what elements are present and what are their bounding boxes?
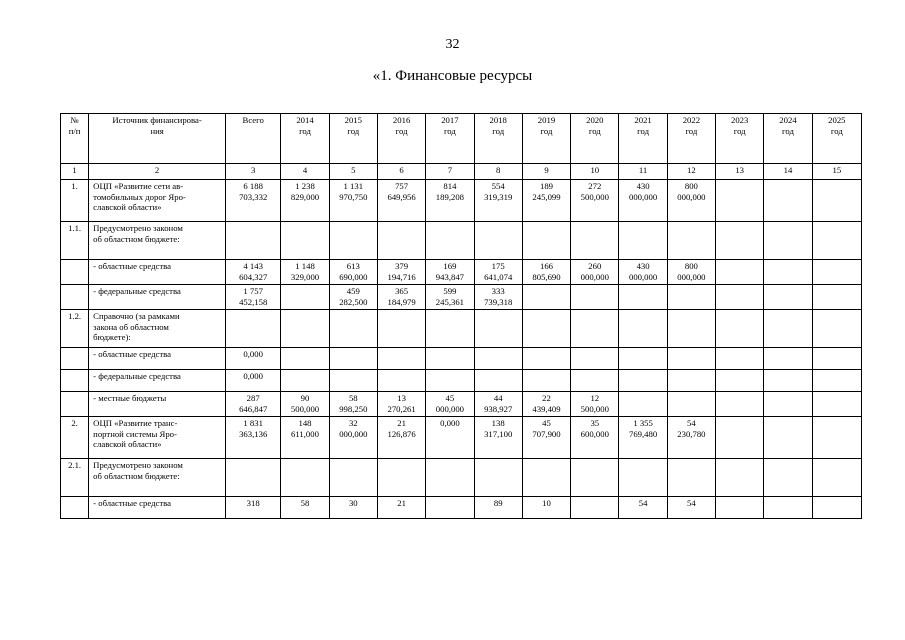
column-index-row [61, 164, 862, 180]
value-cell: 22 439,409 [522, 392, 570, 417]
value-cell [522, 370, 570, 392]
value-cell [426, 370, 474, 392]
row-number-cell [61, 497, 89, 519]
value-cell: 260 000,000 [571, 260, 619, 285]
value-cell [812, 285, 861, 310]
value-cell [667, 222, 715, 260]
row-number-cell [61, 370, 89, 392]
value-cell: 459 282,500 [329, 285, 377, 310]
row-number-cell: 2. [61, 417, 89, 459]
row-number-cell [61, 392, 89, 417]
value-cell [764, 180, 812, 222]
header-num: № п/п [61, 114, 89, 164]
value-cell [522, 310, 570, 348]
value-cell: 166 805,690 [522, 260, 570, 285]
value-cell [764, 392, 812, 417]
value-cell [571, 348, 619, 370]
value-cell: 333 739,318 [474, 285, 522, 310]
value-cell [764, 370, 812, 392]
source-cell: ОЦП «Развитие транс- портной системы Яро- славской области» [89, 417, 226, 459]
value-cell [667, 459, 715, 497]
value-cell [426, 497, 474, 519]
value-cell: 12 500,000 [571, 392, 619, 417]
value-cell [281, 310, 329, 348]
column-index: 12 [667, 164, 715, 180]
value-cell [812, 310, 861, 348]
header-2020: 2020 год [571, 114, 619, 164]
value-cell: 54 [667, 497, 715, 519]
table-row [61, 285, 862, 310]
value-cell: 58 [281, 497, 329, 519]
value-cell: 21 126,876 [377, 417, 425, 459]
value-cell: 89 [474, 497, 522, 519]
row-number-cell: 1.1. [61, 222, 89, 260]
value-cell [474, 310, 522, 348]
value-cell: 1 131 970,750 [329, 180, 377, 222]
value-cell [667, 310, 715, 348]
value-cell [522, 459, 570, 497]
value-cell: 1 148 329,000 [281, 260, 329, 285]
value-cell: 800 000,000 [667, 260, 715, 285]
value-cell: 189 245,099 [522, 180, 570, 222]
value-cell [281, 348, 329, 370]
value-cell [329, 370, 377, 392]
value-cell: 90 500,000 [281, 392, 329, 417]
value-cell [667, 348, 715, 370]
value-cell: 554 319,319 [474, 180, 522, 222]
value-cell [377, 310, 425, 348]
value-cell [812, 180, 861, 222]
value-cell: 757 649,956 [377, 180, 425, 222]
value-cell [716, 417, 764, 459]
header-2022: 2022 год [667, 114, 715, 164]
value-cell [619, 392, 667, 417]
value-cell [716, 310, 764, 348]
column-index: 10 [571, 164, 619, 180]
value-cell: 1 757 452,158 [226, 285, 281, 310]
value-cell: 21 [377, 497, 425, 519]
value-cell: 45 707,900 [522, 417, 570, 459]
value-cell [474, 459, 522, 497]
table-row [61, 417, 862, 459]
value-cell [812, 260, 861, 285]
value-cell [619, 459, 667, 497]
value-cell [281, 222, 329, 260]
value-cell: 0,000 [226, 348, 281, 370]
source-cell: - областные средства [89, 497, 226, 519]
value-cell [812, 348, 861, 370]
column-index: 3 [226, 164, 281, 180]
column-index: 1 [61, 164, 89, 180]
value-cell [226, 310, 281, 348]
value-cell [716, 459, 764, 497]
value-cell: 58 998,250 [329, 392, 377, 417]
value-cell [571, 285, 619, 310]
value-cell: 45 000,000 [426, 392, 474, 417]
value-cell [377, 370, 425, 392]
value-cell [764, 285, 812, 310]
value-cell [619, 310, 667, 348]
header-2018: 2018 год [474, 114, 522, 164]
value-cell [329, 222, 377, 260]
value-cell [329, 348, 377, 370]
table-row [61, 180, 862, 222]
value-cell: 800 000,000 [667, 180, 715, 222]
value-cell: 287 646,847 [226, 392, 281, 417]
value-cell [426, 348, 474, 370]
value-cell: 379 194,716 [377, 260, 425, 285]
value-cell [226, 459, 281, 497]
source-cell: - федеральные средства [89, 285, 226, 310]
value-cell [571, 222, 619, 260]
column-index: 5 [329, 164, 377, 180]
financial-resources-table [60, 113, 862, 519]
value-cell [377, 348, 425, 370]
column-index: 9 [522, 164, 570, 180]
value-cell: 365 184,979 [377, 285, 425, 310]
page-number: 32 [445, 37, 460, 52]
value-cell [764, 497, 812, 519]
table-row [61, 222, 862, 260]
value-cell [474, 370, 522, 392]
source-cell: Предусмотрено законом об областном бюджете: [89, 222, 226, 260]
header-2023: 2023 год [716, 114, 764, 164]
source-cell: ОЦП «Развитие сети ав- томобильных дорог Яро- славской области» [89, 180, 226, 222]
value-cell [812, 417, 861, 459]
table-row [61, 370, 862, 392]
source-cell: Предусмотрено законом об областном бюджете: [89, 459, 226, 497]
value-cell: 430 000,000 [619, 260, 667, 285]
value-cell [764, 222, 812, 260]
column-index: 13 [716, 164, 764, 180]
value-cell: 272 500,000 [571, 180, 619, 222]
value-cell [716, 260, 764, 285]
value-cell [764, 417, 812, 459]
value-cell: 54 230,780 [667, 417, 715, 459]
value-cell [716, 222, 764, 260]
value-cell: 4 143 604,327 [226, 260, 281, 285]
value-cell [226, 222, 281, 260]
value-cell [619, 348, 667, 370]
column-index: 11 [619, 164, 667, 180]
value-cell [716, 497, 764, 519]
header-source: Источник финансирова- ния [89, 114, 226, 164]
header-2021: 2021 год [619, 114, 667, 164]
value-cell: 1 831 363,136 [226, 417, 281, 459]
value-cell [571, 370, 619, 392]
section-title: «1. Финансовые ресурсы [372, 68, 533, 84]
value-cell [619, 285, 667, 310]
value-cell [764, 459, 812, 497]
value-cell: 32 000,000 [329, 417, 377, 459]
value-cell: 175 641,074 [474, 260, 522, 285]
column-index: 15 [812, 164, 861, 180]
value-cell [474, 222, 522, 260]
column-index: 7 [426, 164, 474, 180]
value-cell: 30 [329, 497, 377, 519]
value-cell: 6 188 703,332 [226, 180, 281, 222]
value-cell [716, 285, 764, 310]
header-2019: 2019 год [522, 114, 570, 164]
table-row [61, 310, 862, 348]
value-cell [812, 459, 861, 497]
header-2014: 2014 год [281, 114, 329, 164]
value-cell: 13 270,261 [377, 392, 425, 417]
row-number-cell: 1.2. [61, 310, 89, 348]
header-2015: 2015 год [329, 114, 377, 164]
source-cell: - федеральные средства [89, 370, 226, 392]
value-cell: 613 690,000 [329, 260, 377, 285]
source-cell: - местные бюджеты [89, 392, 226, 417]
value-cell: 599 245,361 [426, 285, 474, 310]
table-header-row [61, 114, 862, 164]
value-cell: 0,000 [226, 370, 281, 392]
value-cell [329, 310, 377, 348]
value-cell [281, 285, 329, 310]
value-cell [571, 310, 619, 348]
header-total: Всего [226, 114, 281, 164]
source-cell: Справочно (за рамками закона об областном бюджете): [89, 310, 226, 348]
value-cell [329, 459, 377, 497]
value-cell [764, 348, 812, 370]
value-cell [377, 222, 425, 260]
row-number-cell [61, 348, 89, 370]
value-cell [716, 180, 764, 222]
value-cell [812, 392, 861, 417]
row-number-cell [61, 260, 89, 285]
value-cell [619, 370, 667, 392]
header-2024: 2024 год [764, 114, 812, 164]
column-index: 14 [764, 164, 812, 180]
column-index: 4 [281, 164, 329, 180]
header-2016: 2016 год [377, 114, 425, 164]
header-2025: 2025 год [812, 114, 861, 164]
value-cell [426, 310, 474, 348]
value-cell [812, 370, 861, 392]
value-cell [667, 285, 715, 310]
value-cell: 0,000 [426, 417, 474, 459]
value-cell [281, 370, 329, 392]
value-cell [812, 222, 861, 260]
table-row [61, 392, 862, 417]
row-number-cell [61, 285, 89, 310]
value-cell: 148 611,000 [281, 417, 329, 459]
row-number-cell: 2.1. [61, 459, 89, 497]
value-cell [426, 222, 474, 260]
value-cell [522, 285, 570, 310]
source-cell: - областные средства [89, 260, 226, 285]
value-cell [716, 370, 764, 392]
value-cell [667, 392, 715, 417]
value-cell [764, 260, 812, 285]
value-cell: 54 [619, 497, 667, 519]
source-cell: - областные средства [89, 348, 226, 370]
value-cell: 44 938,927 [474, 392, 522, 417]
value-cell [716, 392, 764, 417]
column-index: 2 [89, 164, 226, 180]
row-number-cell: 1. [61, 180, 89, 222]
value-cell: 169 943,847 [426, 260, 474, 285]
value-cell [764, 310, 812, 348]
value-cell: 35 600,000 [571, 417, 619, 459]
value-cell: 10 [522, 497, 570, 519]
table-row [61, 497, 862, 519]
value-cell: 318 [226, 497, 281, 519]
value-cell [571, 459, 619, 497]
value-cell: 1 238 829,000 [281, 180, 329, 222]
value-cell [716, 348, 764, 370]
value-cell: 430 000,000 [619, 180, 667, 222]
value-cell [474, 348, 522, 370]
value-cell [281, 459, 329, 497]
value-cell [426, 459, 474, 497]
value-cell: 1 355 769,480 [619, 417, 667, 459]
value-cell [522, 348, 570, 370]
value-cell [619, 222, 667, 260]
value-cell [522, 222, 570, 260]
value-cell [571, 497, 619, 519]
value-cell [377, 459, 425, 497]
header-2017: 2017 год [426, 114, 474, 164]
table-row [61, 260, 862, 285]
value-cell: 814 189,208 [426, 180, 474, 222]
column-index: 8 [474, 164, 522, 180]
value-cell: 138 317,100 [474, 417, 522, 459]
value-cell [812, 497, 861, 519]
column-index: 6 [377, 164, 425, 180]
table-body [61, 164, 862, 519]
table-row [61, 459, 862, 497]
table-row [61, 348, 862, 370]
value-cell [667, 370, 715, 392]
